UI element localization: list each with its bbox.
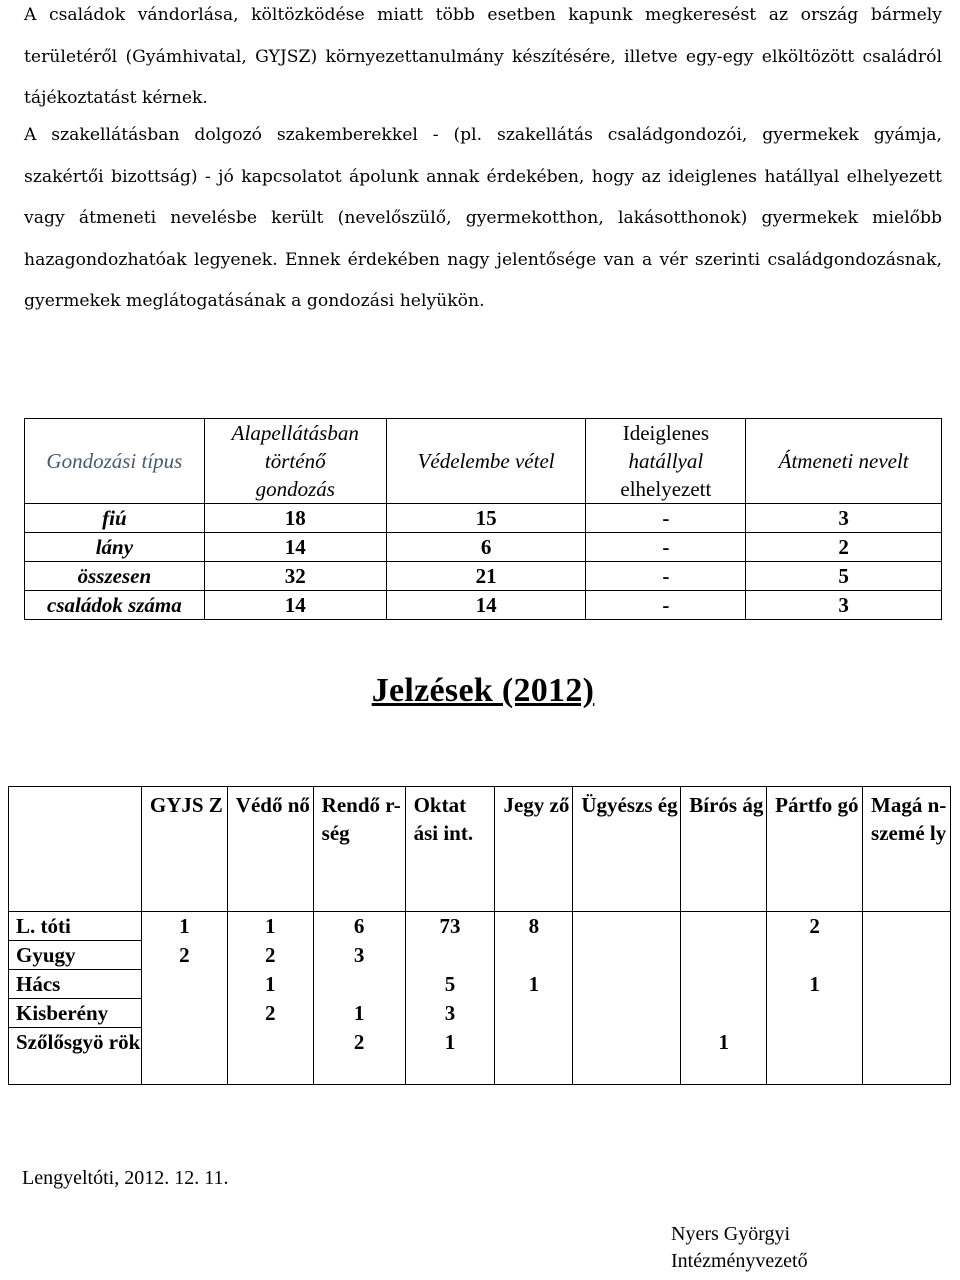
cell: 2 [141,941,227,970]
care-table-header: Védelembe vétel [386,419,586,504]
cell: - [586,533,746,562]
table-row [9,941,951,970]
cell: 3 [313,941,405,970]
cell [405,941,495,970]
corner-cell [9,787,142,912]
signals-header: Jegy ző [495,787,573,912]
cell [141,1028,227,1085]
cell [681,970,767,999]
table-row [25,533,942,562]
row-label: fiú [25,504,205,533]
cell: 3 [405,999,495,1028]
cell: 14 [386,591,586,620]
cell: - [586,591,746,620]
cell: 21 [386,562,586,591]
cell: 1 [227,970,313,999]
cell [681,941,767,970]
cell: 14 [204,533,386,562]
signer-title: Intézményvezető [671,1250,808,1272]
place-date: Lengyeltóti, 2012. 12. 11. [22,1167,229,1189]
table-row [9,999,951,1028]
cell [767,1028,863,1085]
care-type-table [24,418,942,620]
cell: 8 [495,912,573,941]
table-row [25,562,942,591]
cell: - [586,504,746,533]
paragraph-specialist-care: A szakellátásban dolgozó szakemberekkel - (pl. szakellátás családgondozói, gyermekek gyámja, szakértői bizottság) - jó kapcsolatot ápolunk annak érdekében, hogy az ideiglenes hatállyal elhelyezett vagy átmeneti nevelésbe került (nevelőszülő, gyermekotthon, lakásotthonok) gyermekek mielőbb hazagondozhatóak legyenek. Ennek érdekében nagy jelentősége van a vér szerinti családgondozásnak, gyermekek meglátogatásának a gondozási helyükön. [24,125,942,311]
cell [681,999,767,1028]
cell: 73 [405,912,495,941]
cell: 1 [141,912,227,941]
signals-table [8,786,951,1085]
cell: 5 [746,562,942,591]
cell: 5 [405,970,495,999]
table-row [9,970,951,999]
paragraph-migration: A családok vándorlása, költözködése miatt több esetben kapunk megkeresést az ország bármely területéről (Gyámhivatal, GYJSZ) környezettanulmány készítésére, illetve egy-egy elköltözött családról tájékoztatást kérnek. [24,5,942,108]
table-row [25,504,942,533]
cell: 14 [204,591,386,620]
row-label: Gyugy [9,941,142,970]
signals-header-row [9,787,951,912]
section-title: Jelzések (2012) [371,672,595,709]
cell [495,1028,573,1085]
cell [141,999,227,1028]
cell: 2 [227,941,313,970]
signals-header: Védő nő [227,787,313,912]
cell: 1 [495,970,573,999]
cell: 1 [405,1028,495,1085]
cell: 6 [313,912,405,941]
care-table-header: Alapellátásban történő gondozás [204,419,386,504]
cell: 15 [386,504,586,533]
cell [863,970,951,999]
cell: 2 [767,912,863,941]
cell: 1 [767,970,863,999]
cell: 3 [746,504,942,533]
cell [573,1028,681,1085]
table-row [9,1028,951,1085]
cell [573,999,681,1028]
cell [573,941,681,970]
cell: 1 [681,1028,767,1085]
cell [681,912,767,941]
cell [863,1028,951,1085]
cell [141,970,227,999]
cell: - [586,562,746,591]
row-label: lány [25,533,205,562]
care-table-header-ideiglenes [586,419,746,504]
cell: 18 [204,504,386,533]
cell: 32 [204,562,386,591]
signals-header: Rendő r-ség [313,787,405,912]
signals-header: Ügyészs ég [573,787,681,912]
cell [495,941,573,970]
row-label: Hács [9,970,142,999]
signals-header: Magá n-szemé ly [863,787,951,912]
cell [863,912,951,941]
cell [863,941,951,970]
cell: 6 [386,533,586,562]
row-label: összesen [25,562,205,591]
cell: 2 [313,1028,405,1085]
cell [863,999,951,1028]
cell: 3 [746,591,942,620]
cell [573,970,681,999]
signals-header: Oktat ási int. [405,787,495,912]
cell [573,912,681,941]
care-table-header: Gondozási típus [25,419,205,504]
cell: 2 [746,533,942,562]
cell: 1 [313,999,405,1028]
signals-header: Pártfo gó [767,787,863,912]
cell [495,999,573,1028]
signer-name: Nyers Györgyi [671,1223,791,1245]
signals-header: GYJS Z [141,787,227,912]
row-label: Kisberény [9,999,142,1028]
table-row [9,912,951,941]
care-header-line: hatállyal [628,449,704,473]
table-row [25,591,942,620]
row-label: családok száma [25,591,205,620]
cell: 1 [227,912,313,941]
signals-header: Bírós ág [681,787,767,912]
cell [227,1028,313,1085]
cell [767,941,863,970]
row-label: Szőlősgyö rök [9,1028,142,1085]
row-label: L. tóti [9,912,142,941]
cell [313,970,405,999]
care-table-header: Átmeneti nevelt [746,419,942,504]
cell [767,999,863,1028]
care-header-line: Ideiglenes [622,421,710,445]
care-table-header-row [25,419,942,504]
care-header-line: elhelyezett [620,477,712,501]
cell: 2 [227,999,313,1028]
